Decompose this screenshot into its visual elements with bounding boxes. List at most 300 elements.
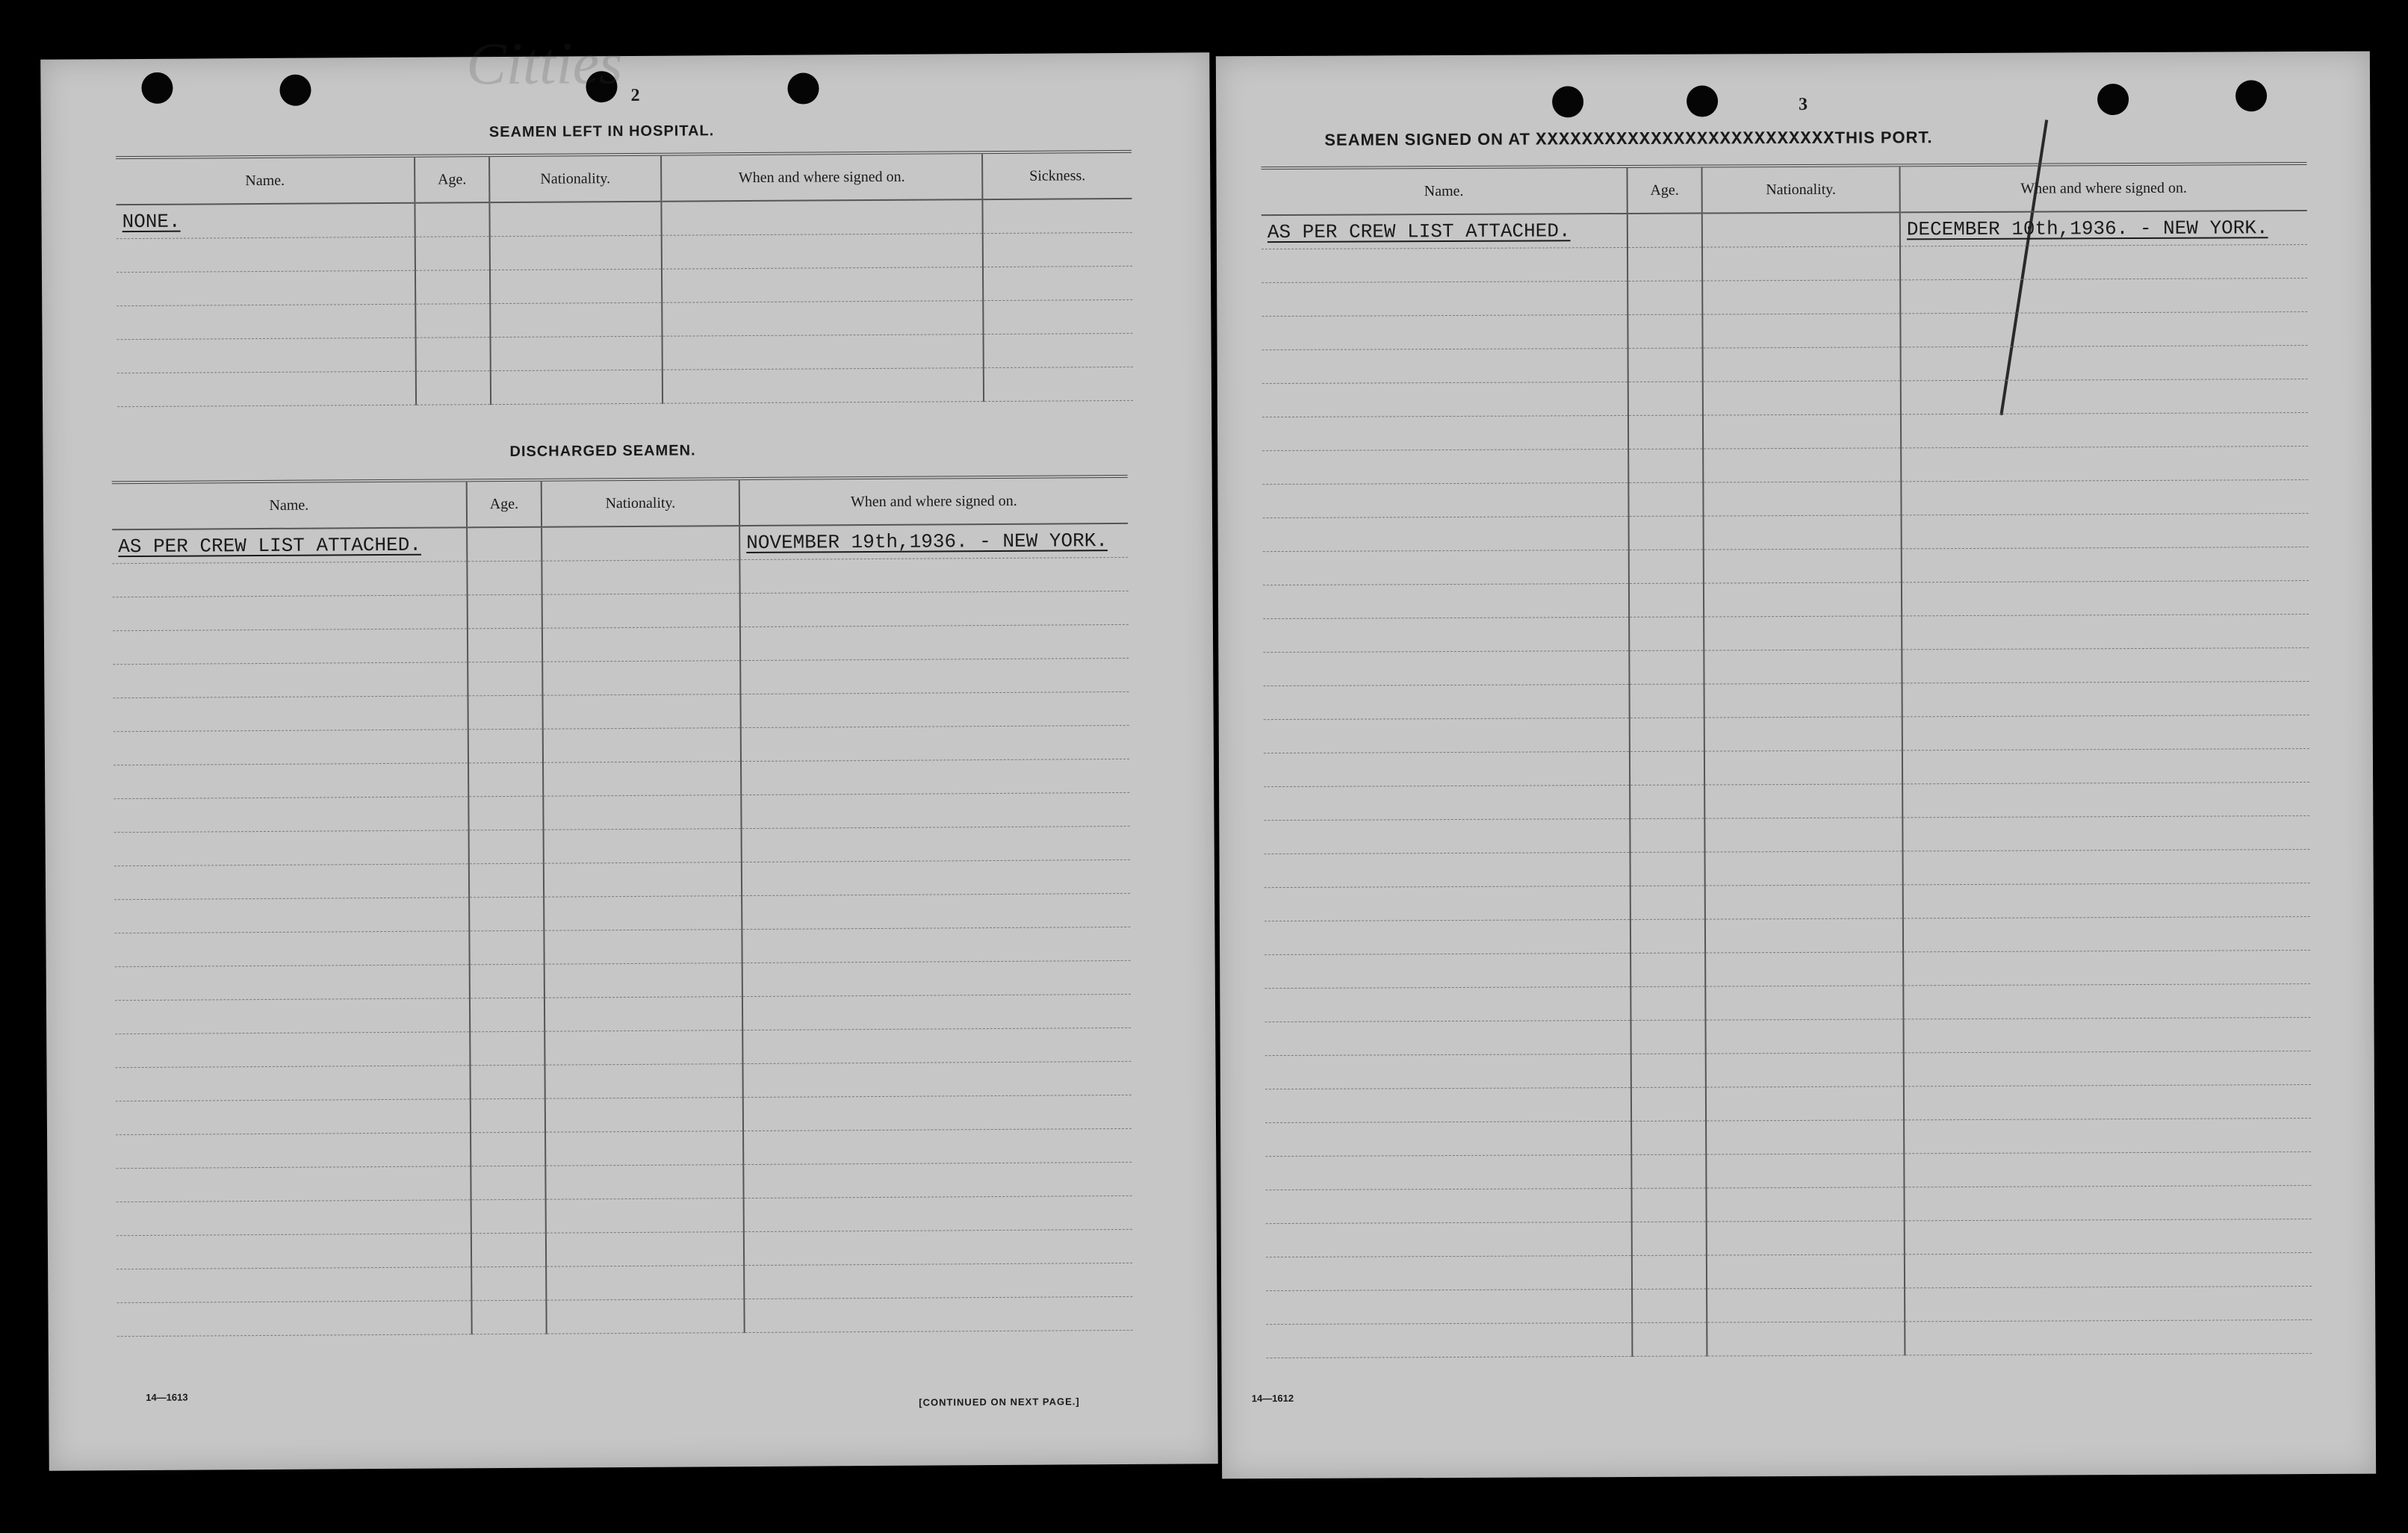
table-row [1266,1219,2312,1257]
table-cell [467,561,542,595]
table-cell [984,367,1133,401]
table-cell [490,269,662,303]
table-cell [742,826,1130,862]
table-cell [1904,1118,2311,1153]
table-cell [1704,549,1902,583]
table-row [117,367,1133,406]
table-cell [1905,1286,2312,1321]
typed-entry: NOVEMBER 19th,1936. - NEW YORK. [746,529,1108,555]
table-cell [1628,382,1703,415]
table-cell [1905,1252,2312,1287]
table-cell [1264,785,1630,820]
table-cell [1630,953,1705,986]
table-cell [1703,482,1901,516]
table-cell [1628,482,1703,516]
table-cell [743,1128,1132,1164]
table-cell [116,1166,471,1202]
table-cell [1262,348,1628,383]
continued-note: [CONTINUED ON NEXT PAGE.] [919,1396,1080,1408]
table-row [1264,783,2309,821]
table-row [117,1296,1132,1336]
table-cell [544,997,742,1032]
table-cell [1264,751,1630,786]
column-header: Nationality. [542,479,739,527]
table-row [1262,480,2308,518]
table-cell [1702,280,1900,314]
table-cell [1263,550,1629,585]
table-cell [740,624,1129,660]
table-cell [471,1199,546,1234]
form-number: 14—1612 [1251,1392,1294,1405]
column-header: Age. [415,155,489,203]
table-cell [1632,1289,1707,1322]
hospital-table [116,150,1133,407]
table-cell [117,1234,471,1269]
table-cell [1629,617,1704,650]
table-cell [113,662,468,698]
table-cell [415,237,490,271]
table-cell [112,527,467,563]
table-row [1264,815,2309,853]
table-cell [415,202,489,237]
table-cell [117,270,415,305]
table-cell [117,338,416,373]
table-row [1262,447,2308,485]
table-cell [490,235,662,270]
table-row [1264,916,2310,954]
table-cell [1631,1087,1706,1121]
table-cell [1902,514,2309,549]
table-row [1266,1286,2312,1324]
table-cell [1902,783,2309,818]
table-cell [467,527,542,562]
table-cell [742,994,1131,1030]
table-row [1264,950,2310,988]
table-cell [490,302,662,337]
table-cell [1902,615,2309,650]
table-cell [469,830,544,864]
column-header: Nationality. [1701,165,1899,213]
table-cell [1704,683,1902,718]
table-row [112,523,1128,564]
typed-entry: AS PER CREW LIST ATTACHED. [118,533,421,559]
table-cell [1262,214,1627,249]
table-cell [1263,516,1629,551]
column-header: When and where signed on. [739,476,1128,526]
table-cell [1705,918,1903,953]
table-cell [1900,211,2307,246]
table-cell [1627,314,1702,348]
table-cell [1903,983,2310,1019]
table-cell [1630,1020,1705,1054]
table-cell [743,1095,1132,1131]
table-cell [1706,1120,1904,1154]
column-header: When and where signed on. [661,152,982,202]
table-row [1263,615,2309,653]
page-number: 2 [630,85,640,105]
table-cell [1264,684,1630,719]
table-cell [1631,1054,1706,1087]
signed-on-table [1261,162,2312,1358]
table-cell [1628,415,1703,449]
punch-hole [1552,86,1583,117]
table-row [1262,279,2307,317]
table-cell [983,299,1132,334]
table-cell [1265,1054,1631,1089]
table-cell [1905,1219,2312,1254]
table-row [1266,1319,2312,1358]
left-page [40,31,1218,1471]
table-cell [545,1098,743,1133]
table-cell [1705,885,1903,919]
typed-entry: DECEMBER 10th,1936. - NEW YORK. [1906,217,2268,241]
table-cell [1702,314,1900,348]
table-cell [744,1195,1132,1231]
struck-out-text: XXXXXXXXXXXXXXXXXXXXXXXXXX [1536,128,1835,151]
hospital-body [116,199,1133,407]
table-cell [1631,1121,1706,1154]
table-cell [470,998,544,1032]
table-cell [471,1132,545,1166]
table-cell [743,1162,1132,1198]
table-cell [1704,650,1902,684]
table-cell [1264,953,1630,988]
table-cell [543,728,741,763]
punch-hole [2235,80,2267,111]
table-cell [1703,381,1901,415]
table-cell [1902,648,2309,683]
table-cell [1702,246,1900,281]
table-cell [114,763,468,799]
table-cell [114,864,469,900]
table-row [1265,1084,2311,1122]
table-cell [542,627,740,662]
table-cell [1630,919,1705,953]
punch-hole [279,75,311,106]
table-row [1262,346,2308,384]
table-cell [115,998,470,1034]
discharged-body [112,523,1133,1337]
table-cell [742,927,1130,963]
page-number: 3 [1799,94,1808,114]
table-cell [1629,550,1704,583]
table-cell [1706,1154,1904,1188]
table-cell [1629,516,1704,550]
table-cell [662,267,983,303]
right-page [1216,52,2376,1479]
table-cell [1629,583,1704,617]
table-cell [468,762,543,797]
table-cell [1902,715,2309,750]
table-cell [741,759,1129,795]
table-cell [1703,448,1901,482]
discharged-table [112,475,1133,1337]
table-cell [545,1165,743,1200]
table-cell [1266,1255,1632,1290]
table-cell [1903,849,2310,884]
table-cell [1265,1121,1631,1156]
table-cell [1904,1084,2311,1119]
typed-entry: NONE. [122,210,181,234]
table-cell [1264,886,1630,921]
table-cell [1705,986,1903,1020]
table-cell [116,203,415,239]
column-header: Name. [116,156,415,205]
table-cell [1902,581,2309,616]
table-cell [1262,415,1628,450]
table-cell [1262,247,1627,282]
table-cell [544,1064,742,1099]
table-cell [471,1266,546,1301]
table-row [1264,1017,2310,1055]
discharged-header-row [112,476,1128,529]
table-cell [661,199,982,235]
table-row [1263,581,2309,619]
table-cell [1630,852,1705,886]
table-cell [1705,851,1903,886]
table-cell [468,628,542,662]
table-cell [1706,1053,1904,1087]
table-cell [1264,818,1630,853]
table-cell [544,829,742,864]
table-row [1264,715,2309,753]
table-cell [1265,1154,1631,1190]
table-cell [1263,617,1629,652]
table-cell [543,762,741,797]
table-cell [117,1301,471,1337]
table-cell [469,897,544,931]
table-cell [542,526,739,561]
table-cell [1706,1086,1904,1121]
table-cell [491,370,662,404]
table-cell [416,371,491,405]
table-cell [114,797,468,833]
column-header: Age. [1627,167,1702,214]
table-cell [1904,1051,2311,1086]
table-cell [1262,314,1627,349]
table-row [1263,547,2309,585]
table-cell [113,629,468,665]
column-header: Sickness. [982,152,1132,199]
table-cell [469,863,544,898]
table-cell [470,964,544,998]
table-cell [1903,950,2310,985]
table-cell [1704,818,1902,852]
table-cell [114,898,469,933]
table-cell [1266,1322,1632,1358]
table-cell [542,694,740,730]
table-cell [662,368,984,404]
table-cell [1264,718,1630,753]
table-cell [469,930,544,965]
table-cell [415,304,490,338]
table-cell [1706,1187,1904,1222]
table-cell [114,830,469,866]
table-cell [546,1198,744,1234]
table-cell [1263,583,1629,618]
column-header: Name. [1262,167,1627,215]
table-row [1262,211,2307,249]
table-cell [544,930,742,965]
table-cell [1704,717,1902,751]
discharged-section-title: DISCHARGED SEAMEN. [509,442,696,460]
table-cell [741,792,1129,828]
table-cell [1630,785,1704,818]
table-cell [1631,1188,1706,1222]
table-cell [1630,751,1704,785]
table-cell [468,662,542,696]
table-cell [740,691,1129,727]
table-cell [1262,449,1628,484]
table-cell [1703,414,1901,449]
table-cell [1902,749,2309,784]
table-row [1265,1051,2311,1089]
table-cell [742,1027,1131,1063]
table-cell [742,960,1131,996]
column-header: When and where signed on. [1899,164,2306,212]
bleed-through-handwriting: Citties [466,31,623,98]
table-cell [1705,1019,1903,1054]
table-cell [982,199,1132,234]
table-cell [1632,1255,1707,1289]
table-cell [546,1232,744,1267]
table-cell [471,1166,545,1200]
table-cell [1265,1087,1631,1122]
table-cell [546,1266,744,1301]
table-cell [1702,212,1900,247]
table-cell [117,304,415,339]
table-row [1264,849,2310,887]
signed-on-header-row [1262,164,2307,215]
table-cell [1901,480,2308,515]
table-cell [1262,382,1628,417]
table-cell [1707,1322,1905,1356]
table-cell [1630,818,1704,852]
table-row [1262,245,2307,283]
table-cell [1707,1221,1905,1255]
table-cell [545,1131,743,1166]
table-row [116,199,1132,239]
table-cell [415,270,490,305]
punch-hole [2097,84,2129,115]
table-cell [1903,883,2310,918]
table-cell [1900,312,2307,347]
table-cell [1632,1322,1707,1356]
table-cell [1707,1288,1905,1322]
table-cell [489,202,661,237]
table-cell [117,371,416,406]
table-cell [744,1229,1132,1265]
table-cell [739,523,1128,560]
table-cell [1904,1151,2311,1187]
table-cell [470,1031,544,1066]
table-cell [1902,815,2309,851]
table-cell [1263,650,1629,685]
table-cell [742,859,1130,895]
table-cell [544,896,742,931]
table-cell [1629,650,1704,684]
table-cell [1704,582,1902,617]
table-cell [115,965,470,1001]
table-cell [1264,919,1630,954]
table-cell [1703,347,1901,382]
hospital-header-row [116,152,1132,205]
table-cell [1266,1222,1632,1257]
table-row [1266,1252,2312,1290]
table-cell [1903,916,2310,951]
table-cell [491,336,662,370]
table-cell [114,730,468,765]
table-cell [1704,616,1902,650]
table-cell [416,338,491,372]
table-row [1264,883,2310,921]
table-cell [1264,1020,1630,1055]
table-cell [1632,1222,1707,1255]
table-cell [112,562,467,597]
table-cell [114,931,469,967]
table-cell [116,1133,471,1169]
table-cell [1266,1289,1632,1324]
table-cell [1628,449,1703,482]
table-cell [546,1299,744,1334]
table-cell [744,1296,1132,1332]
column-header: Name. [112,480,467,529]
table-cell [1630,986,1705,1020]
punch-hole [141,72,173,104]
table-cell [1902,547,2309,582]
table-cell [741,725,1129,761]
table-row [1262,379,2308,417]
table-cell [1264,986,1630,1022]
table-cell [1265,1188,1631,1223]
table-cell [1900,279,2307,314]
table-cell [662,335,984,370]
table-cell [542,560,739,595]
table-cell [1904,1185,2311,1220]
table-cell [542,661,740,696]
table-cell [470,1065,544,1099]
table-cell [1903,1017,2310,1052]
table-cell [115,1032,470,1068]
table-cell [1707,1254,1905,1289]
table-cell [468,729,543,763]
title-prefix: SEAMEN SIGNED ON AT [1324,129,1531,149]
table-cell [1628,348,1703,382]
form-number: 14—1613 [146,1391,188,1403]
table-cell [1704,515,1902,550]
typed-entry: AS PER CREW LIST ATTACHED. [1267,220,1571,244]
table-cell [471,1300,546,1334]
title-suffix: THIS PORT. [1834,128,1933,147]
table-cell [1900,245,2307,280]
table-cell [740,658,1129,694]
table-cell [1705,952,1903,986]
table-cell [983,232,1132,267]
table-cell [542,594,740,629]
table-row [1264,749,2309,787]
table-cell [1901,447,2308,482]
table-row [1263,648,2309,686]
table-cell [1264,852,1630,887]
column-header: Age. [467,480,542,528]
table-cell [544,862,742,898]
table-cell [117,237,415,272]
table-cell [1630,718,1704,751]
table-cell [116,1099,471,1135]
table-cell [113,595,468,631]
column-header: Nationality. [489,155,661,202]
table-cell [471,1098,545,1133]
